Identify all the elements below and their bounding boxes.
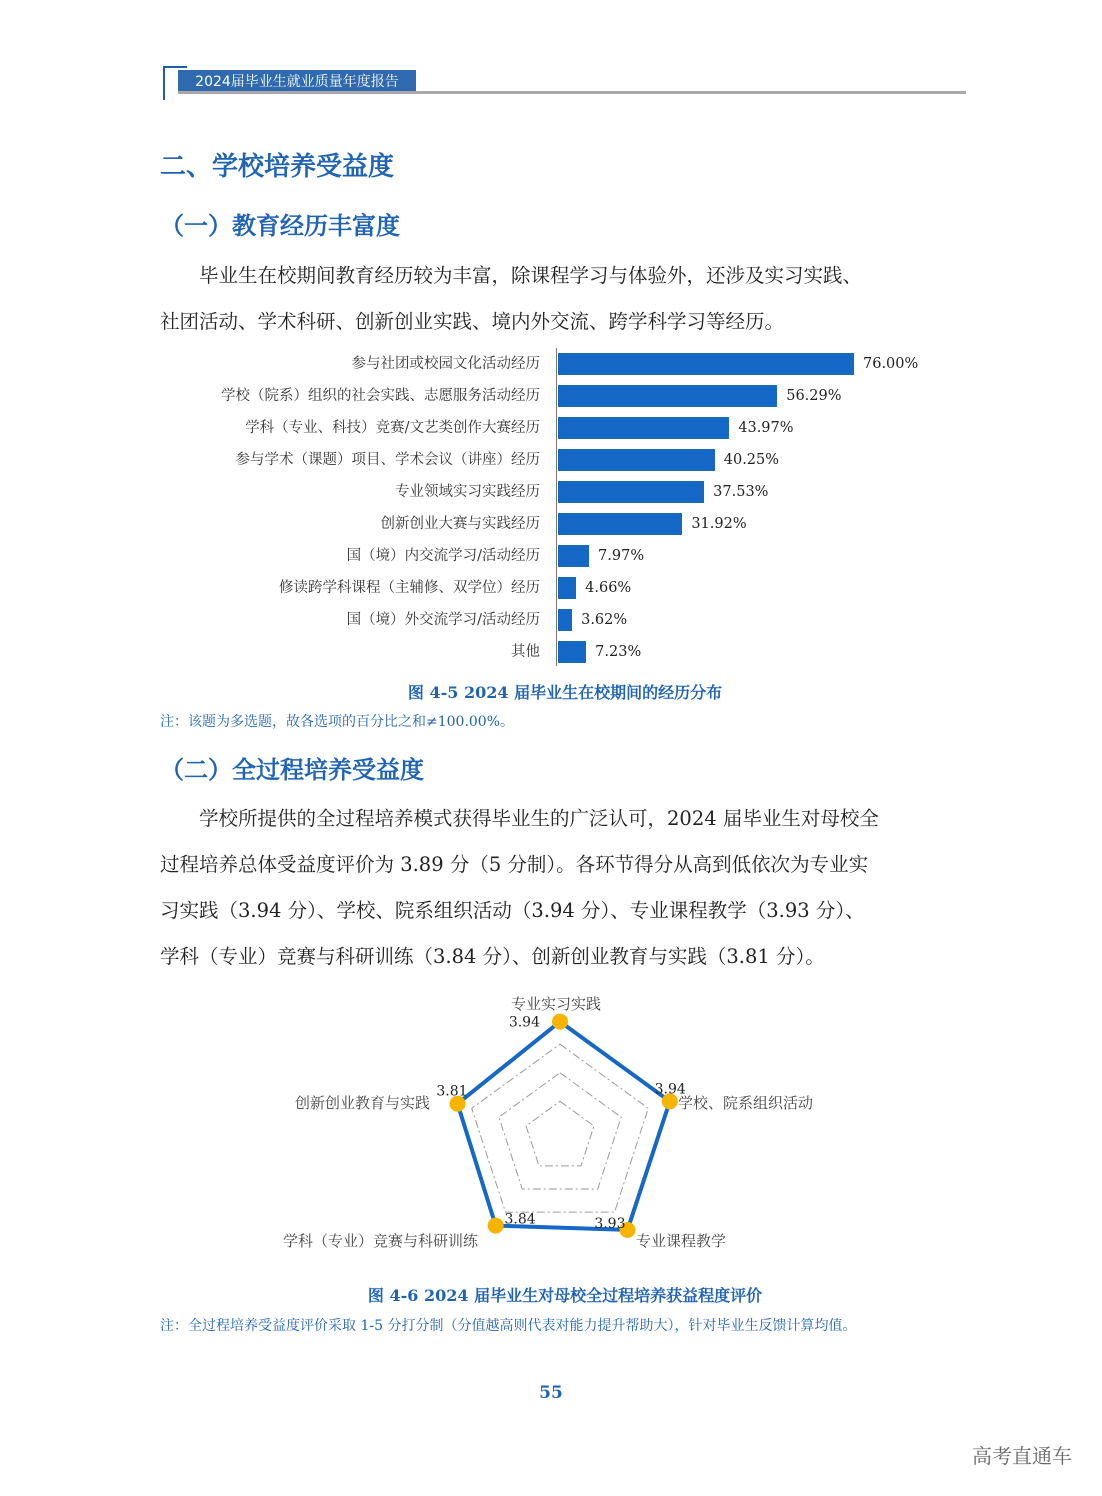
bar-row [160,609,960,641]
bar-value-label: 43.97% [738,420,794,436]
bar [558,385,777,407]
bar [558,513,682,535]
radar-category-label: 创新创业教育与实践 [294,1094,430,1112]
bar-value-label: 31.92% [691,516,747,532]
subsection-title-1: （一）教育经历丰富度 [160,212,400,240]
bar-row [160,481,960,513]
bar-category-label: 修读跨学科课程（主辅修、双学位）经历 [279,580,540,596]
radar-chart [0,980,1102,1270]
bar [558,481,704,503]
radar-category-label: 学科（专业）竞赛与科研训练 [282,1232,478,1250]
paragraph-education [160,253,976,345]
subsection-title-2: （二）全过程培养受益度 [160,756,424,784]
bar [558,449,715,471]
bar-row [160,417,960,449]
radar-marker [552,1014,568,1030]
bar-row [160,577,960,609]
bar-value-label: 7.97% [598,548,645,564]
figure-caption-4-6: 图 4-6 2024 届毕业生对母校全过程培养获益程度评价 [367,1286,763,1305]
paragraph-line: 过程培养总体受益度评价为 3.89 分（5 分制）。各环节得分从高到低依次为专业实 [160,853,869,876]
radar-value-label: 3.94 [654,1081,686,1098]
bar-category-label: 学校（院系）组织的社会实践、志愿服务活动经历 [221,388,540,404]
bar-value-label: 4.66% [585,580,632,596]
radar-category-label: 专业课程教学 [636,1232,727,1250]
paragraph-line: 毕业生在校期间教育经历较为丰富，除课程学习与体验外，还涉及实习实践、 [199,264,863,287]
bar-row [160,545,960,577]
radar-category-label: 学校、院系组织活动 [678,1094,814,1112]
bar-category-label: 国（境）内交流学习/活动经历 [346,548,540,564]
bar-category-label: 创新创业大赛与实践经历 [380,516,540,532]
paragraph-line: 学校所提供的全过程培养模式获得毕业生的广泛认可，2024 届毕业生对母校全 [199,807,879,830]
paragraph-line: 学科（专业）竞赛与科研训练（3.84 分）、创新创业教育与实践（3.81 分）。 [160,945,825,968]
page-number: 55 [539,1383,563,1403]
paragraph-line: 社团活动、学术科研、创新创业实践、境内外交流、跨学科学习等经历。 [160,310,785,333]
bar-category-label: 参与学术（课题）项目、学术会议（讲座）经历 [235,452,540,468]
bar-value-label: 56.29% [786,388,842,404]
watermark: 高考直通车 [972,1444,1072,1468]
radar-value-label: 3.93 [594,1215,626,1232]
radar-grid-ring [526,1101,594,1166]
figure-caption-4-5: 图 4-5 2024 届毕业生在校期间的经历分布 [407,683,723,702]
radar-series-line [458,1022,670,1230]
figure-note-4-6: 注：全过程培养受益度评价采取 1-5 分打分制（分值越高则代表对能力提升帮助大），针对毕业生反馈计算均值。 [160,1318,857,1334]
bar-row [160,449,960,481]
figure-note-4-5: 注：该题为多选题，故各选项的百分比之和≠100.00%。 [160,714,515,730]
bar-category-label: 国（境）外交流学习/活动经历 [346,612,540,628]
bar-row [160,385,960,417]
bar-category-label: 学科（专业、科技）竞赛/文艺类创作大赛经历 [245,420,540,436]
radar-marker [488,1218,504,1234]
radar-category-label: 专业实习实践 [510,995,602,1013]
section-title: 二、学校培养受益度 [160,152,395,182]
header-rule [178,91,966,94]
bar-value-label: 76.00% [863,356,919,372]
bar-value-label: 3.62% [581,612,628,628]
bar-value-label: 37.53% [713,484,769,500]
bar-category-label: 参与社团或校园文化活动经历 [351,356,540,372]
bar [558,641,586,663]
radar-value-label: 3.84 [504,1211,536,1228]
bar [558,609,572,631]
bar-row [160,641,960,673]
bar [558,545,589,567]
bar-value-label: 40.25% [723,452,780,468]
radar-grid-ring [499,1073,621,1189]
paragraph-benefit [160,796,976,980]
bar-row [160,513,960,545]
paragraph-line: 习实践（3.94 分）、学校、院系组织活动（3.94 分）、专业课程教学（3.93 分）、 [160,899,865,922]
bar-row [160,353,960,385]
bar-category-label: 其他 [511,644,540,660]
report-title: 2024届毕业生就业质量年度报告 [178,70,416,94]
bar-value-label: 7.23% [595,644,642,660]
bar-category-label: 专业领域实习实践经历 [395,484,540,500]
bar [558,577,576,599]
radar-value-label: 3.81 [436,1083,468,1100]
bar [558,417,729,439]
bar [558,353,854,375]
radar-value-label: 3.94 [508,1014,540,1031]
